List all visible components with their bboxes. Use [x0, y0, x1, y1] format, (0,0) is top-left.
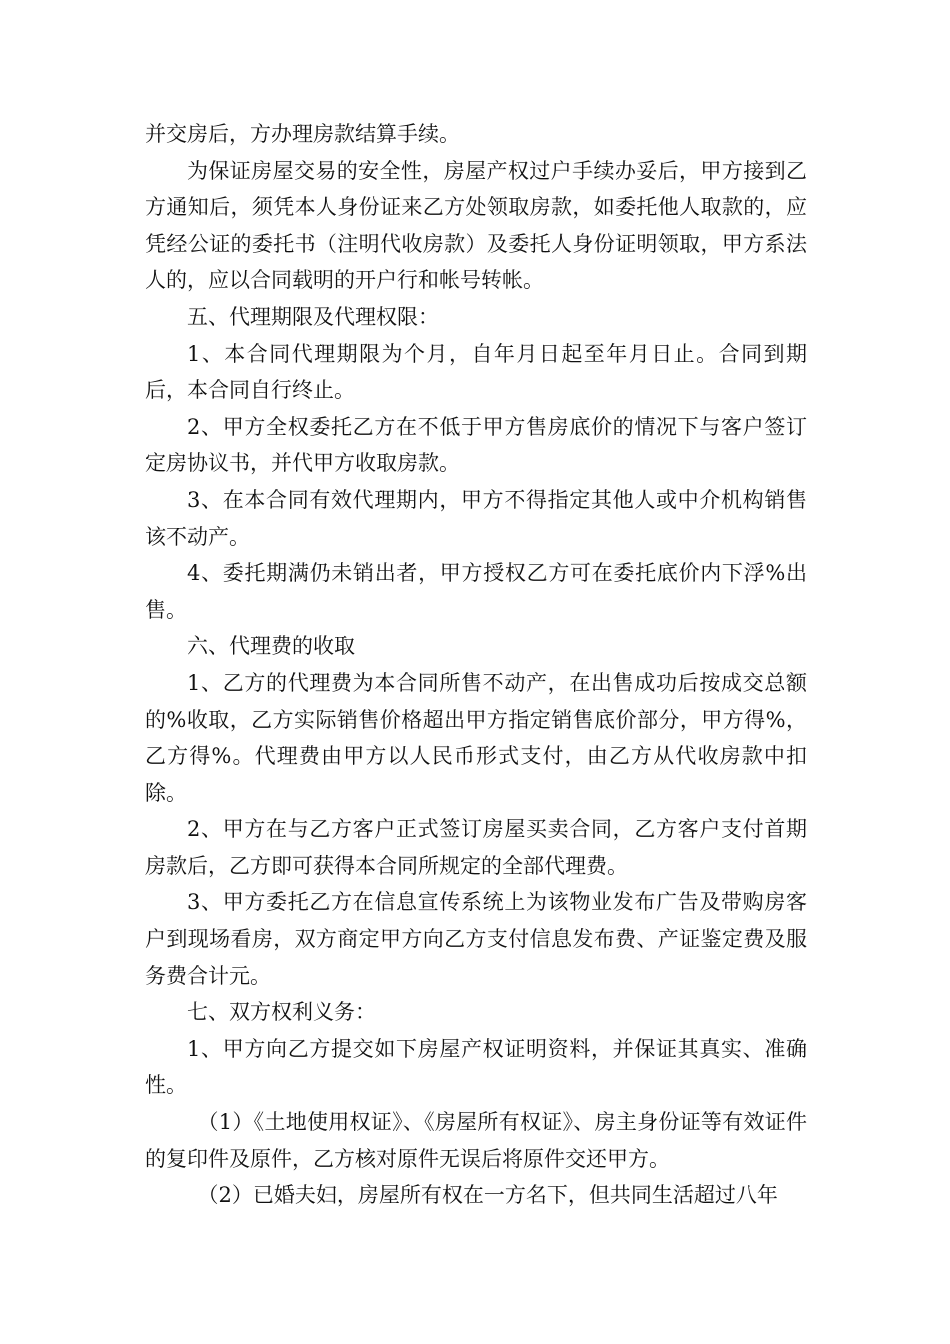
subclause-certificates: （1）《土地使用权证》、《房屋所有权证》、房主身份证等有效证件的复印件及原件，乙方核对原件无误后将原件交还甲方。 — [145, 1110, 807, 1171]
clause-exclusive-agency: 3、在本合同有效代理期内，甲方不得指定其他人或中介机构销售该不动产。 — [145, 487, 807, 549]
section-heading-agency-fee: 六、代理费的收取 — [187, 634, 355, 659]
clause-fee-entitlement: 2、甲方在与乙方客户正式签订房屋买卖合同，乙方客户支付首期房款后，乙方即可获得本合同所规定的全部代理费。 — [145, 817, 807, 878]
clause-agency-period: 1、本合同代理期限为个月，自年月日起至年月日止。合同到期后，本合同自行终止。 — [145, 341, 807, 403]
clause-service-fees: 3、甲方委托乙方在信息宣传系统上为该物业发布广告及带购房客户到现场看房，双方商定甲方向乙方支付信息发布费、产证鉴定费及服务费合计元。 — [145, 890, 807, 988]
subclause-married-couple: （2）已婚夫妇，房屋所有权在一方名下，但共同生活超过八年 — [197, 1183, 778, 1208]
clause-property-documents: 1、甲方向乙方提交如下房屋产权证明资料，并保证其真实、准确性。 — [145, 1036, 807, 1098]
clause-price-reduction: 4、委托期满仍未销出者，甲方授权乙方可在委托底价内下浮%出售。 — [145, 561, 807, 622]
section-heading-rights-obligations: 七、双方权利义务： — [187, 1000, 376, 1025]
document-body — [145, 116, 807, 1214]
paragraph-settlement-continuation: 并交房后，方办理房款结算手续。 — [145, 122, 460, 146]
section-heading-agency-term: 五、代理期限及代理权限： — [187, 304, 439, 329]
clause-fee-rate: 1、乙方的代理费为本合同所售不动产，在出售成功后按成交总额的%收取，乙方实际销售价格超出甲方指定销售底价部分，甲方得%，乙方得%。代理费由甲方以人民币形式支付，由乙方从代收房款中扣除。 — [145, 670, 807, 805]
clause-full-authority: 2、甲方全权委托乙方在不低于甲方售房底价的情况下与客户签订定房协议书，并代甲方收取房款。 — [145, 414, 807, 476]
paragraph-payment-security: 为保证房屋交易的安全性，房屋产权过户手续办妥后，甲方接到乙方通知后，须凭本人身份证来乙方处领取房款，如委托他人取款的，应凭经公证的委托书（注明代收房款）及委托人身份证明领取，甲方系法人的，应以合同载明的开户行和帐号转帐。 — [145, 158, 807, 293]
